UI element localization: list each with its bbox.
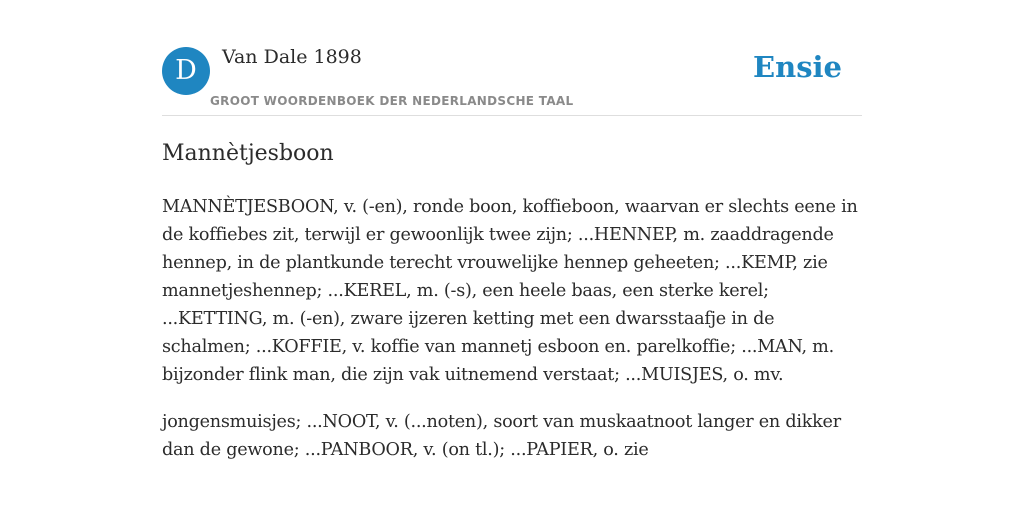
entry-paragraph: MANNÈTJESBOON, v. (-en), ronde boon, koffieboon, waarvan er slechts eene in de koffiebes zit, terwijl er gewoonlijk twee zijn; ...HENNEP, m. zaaddragende hennep, in de plantkunde terecht vrouwelijke hennep geheeten; ...KEMP, zie mannetjeshennep; ...KEREL, m. (-s), een heele baas, een sterke kerel; ...KETTING, m. (-en), zware ijzeren ketting met een dwarsstaafje in de schalmen; ...KOFFIE, v. koffie van mannetj esboon en. parelkoffie; ...MAN, m. bijzonder flink man, die zijn vak uitnemend verstaat; ...MUISJES, o. mv. (162, 197, 858, 385)
entry-title: Mannètjesboon (162, 141, 334, 166)
source-header (162, 0, 862, 116)
entry-body (162, 193, 862, 483)
dictionary-card (162, 0, 862, 512)
entry-paragraph: jongensmuisjes; ...NOOT, v. (...noten), soort van muskaatnoot langer en dikker dan de gewone; ...PANBOOR, v. (on tl.); ...PAPIER, o. zie (162, 412, 841, 460)
source-subtitle: GROOT WOORDENBOEK DER NEDERLANDSCHE TAAL (210, 94, 574, 108)
source-title[interactable]: Van Dale 1898 (222, 46, 362, 68)
ensie-logo-link[interactable]: Ensie (753, 50, 842, 84)
source-logo[interactable]: D (162, 47, 210, 95)
